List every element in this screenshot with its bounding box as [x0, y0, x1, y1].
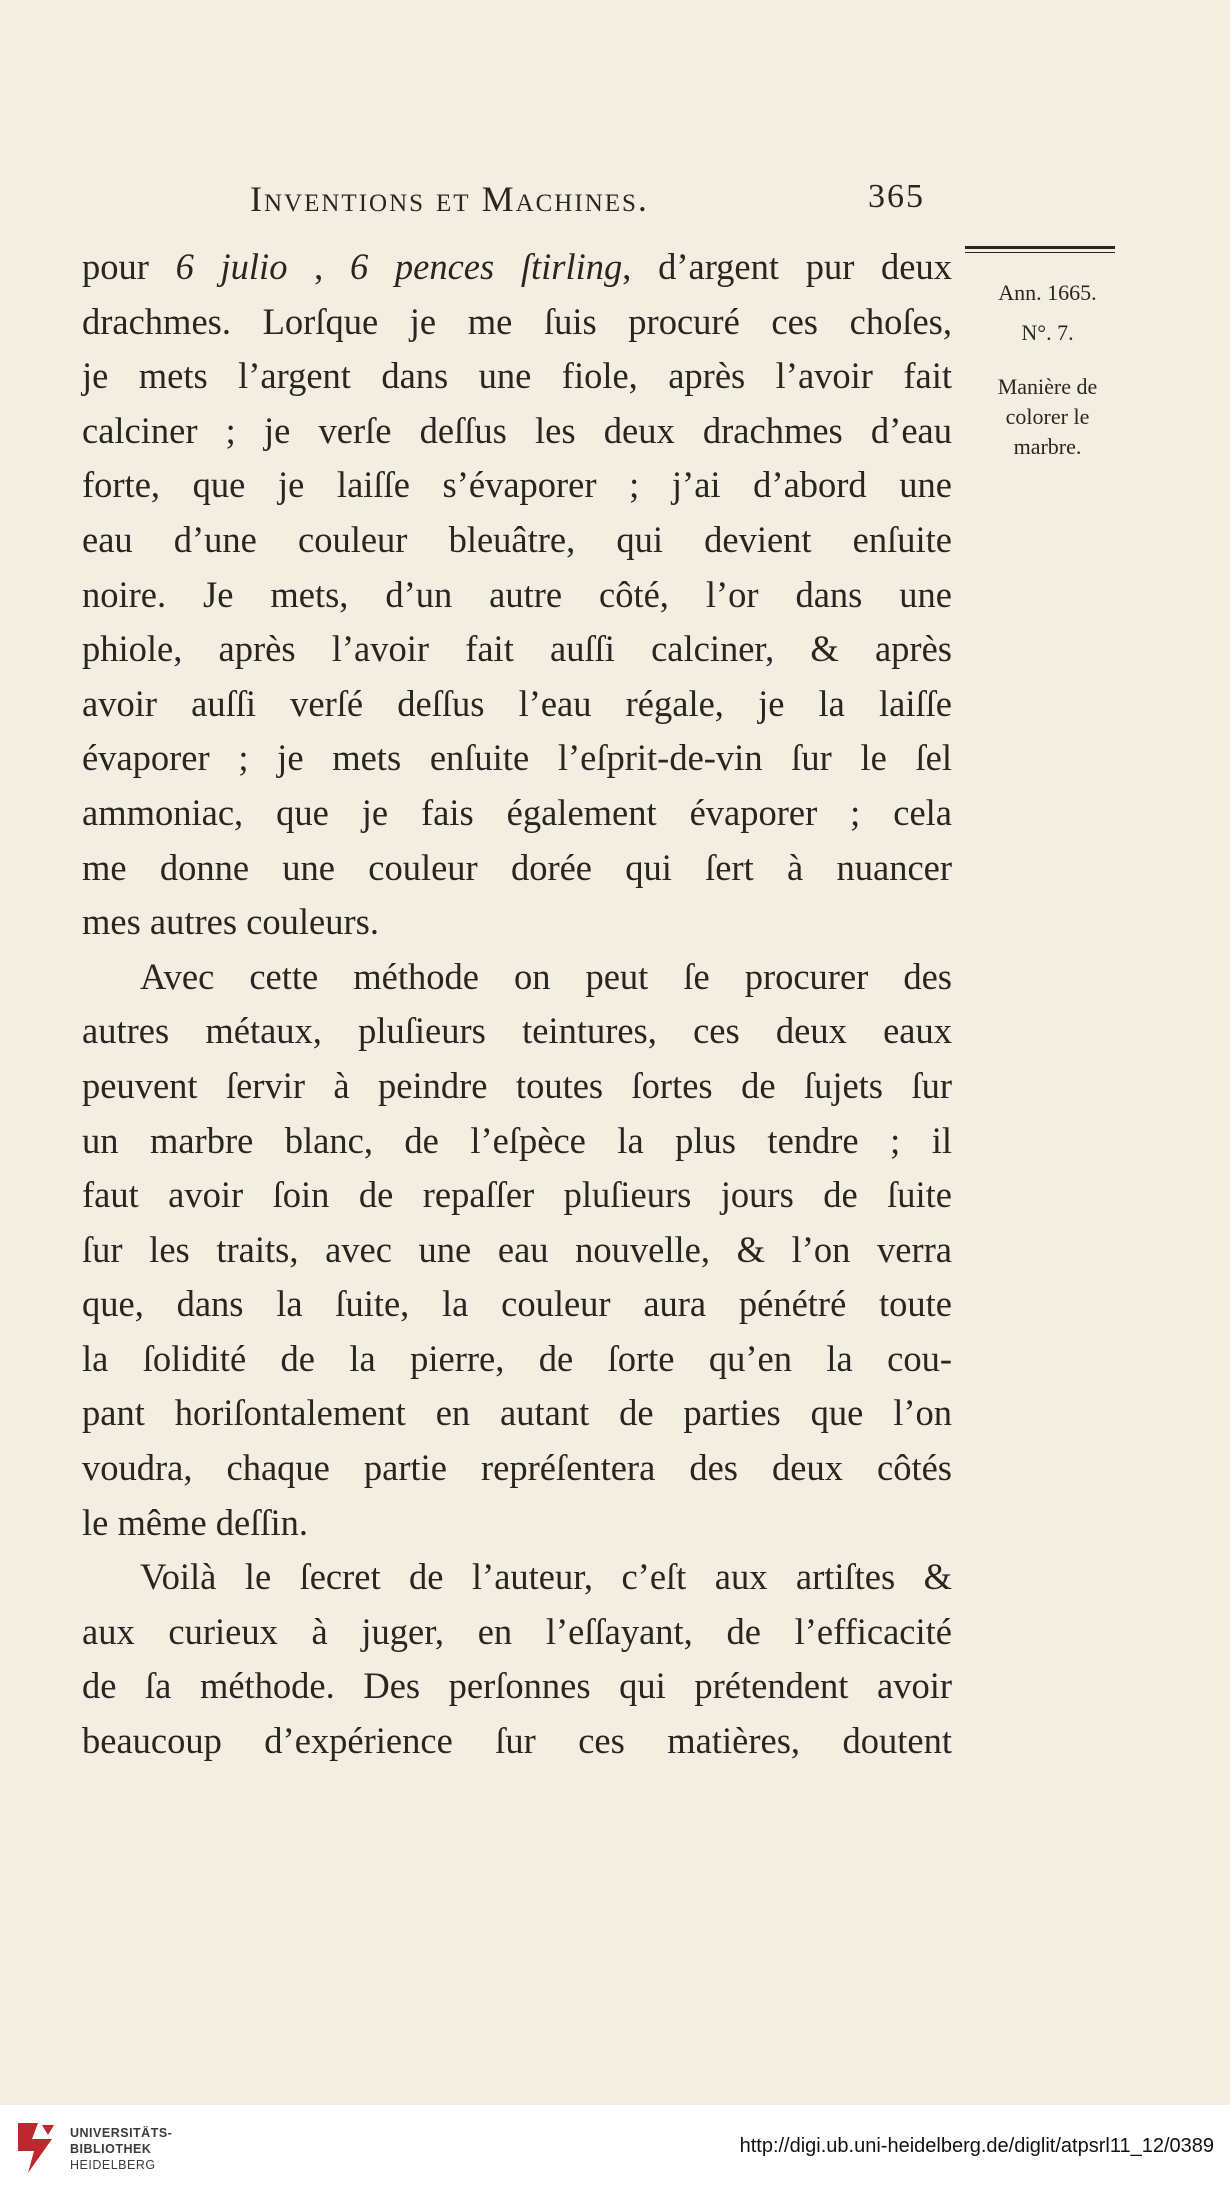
- text-line: ammoniac, que je fais également évaporer ; cela: [82, 791, 952, 833]
- viewer-footer: [0, 2105, 1230, 2191]
- permalink-url[interactable]: http://digi.ub.uni-heidelberg.de/diglit/atpsrl11_12/0389: [739, 2135, 1214, 2157]
- text-line: aux curieux à juger, en l’eſſayant, de l’efficacité: [82, 1610, 952, 1652]
- text-line: beaucoup d’expérience ſur ces matières, doutent: [82, 1720, 952, 1762]
- text-line: eau d’une couleur bleuâtre, qui devient enſuite: [82, 518, 952, 560]
- text-line: la ſolidité de la pierre, de ſorte qu’en la cou-: [82, 1337, 952, 1379]
- text-line: de ſa méthode. Des perſonnes qui prétendent avoir: [82, 1665, 952, 1707]
- text-line: pant horiſontalement en autant de parties que l’on: [82, 1392, 952, 1434]
- running-head-title: Inventions et Machines.: [250, 179, 649, 219]
- text-line: ſur les traits, avec une eau nouvelle, & l’on verra: [82, 1228, 952, 1270]
- text-line: mes autres couleurs.: [82, 901, 379, 943]
- margin-rule: [965, 246, 1115, 249]
- text-line: noire. Je mets, d’un autre côté, l’or dans une: [82, 573, 952, 615]
- margin-year: Ann. 1665.: [998, 280, 1097, 305]
- text-line: un marbre blanc, de l’eſpèce la plus tendre ; il: [82, 1119, 952, 1161]
- text-line: faut avoir ſoin de repaſſer pluſieurs jours de ſuite: [82, 1174, 952, 1216]
- text-line: autres métaux, pluſieurs teintures, ces deux eaux: [82, 1010, 952, 1052]
- text-line: phiole, après l’avoir fait auſſi calciner, & après: [82, 628, 952, 670]
- page-number: 365: [868, 178, 925, 215]
- text-line: Voilà le ſecret de l’auteur, c’eſt aux artiſtes &: [140, 1556, 952, 1598]
- margin-rule-thin: [965, 252, 1115, 253]
- text-line: forte, que je laiſſe s’évaporer ; j’ai d’abord une: [82, 464, 952, 506]
- library-name: UNIVERSITÄTS- BIBLIOTHEK HEIDELBERG: [70, 2126, 173, 2172]
- margin-topic-2: colorer le: [1005, 404, 1090, 429]
- text-line: pour 6 julio , 6 pences ſtirling, d’argent pur deux: [82, 246, 952, 287]
- library-logo-icon: [12, 2117, 60, 2179]
- text-line: voudra, chaque partie repréſentera des deux côtés: [82, 1447, 952, 1489]
- text-line: je mets l’argent dans une fiole, après l’avoir fait: [82, 355, 952, 397]
- text-line: peuvent ſervir à peindre toutes ſortes de ſujets ſur: [82, 1064, 952, 1106]
- text-line: calciner ; je verſe deſſus les deux drachmes d’eau: [82, 409, 952, 451]
- text-line: avoir auſſi verſé deſſus l’eau régale, je la laiſſe: [82, 682, 952, 724]
- margin-topic-3: marbre.: [1013, 434, 1082, 459]
- text-line: me donne une couleur dorée qui ſert à nuancer: [82, 846, 952, 888]
- margin-number: N°. 7.: [1021, 320, 1074, 345]
- text-line: que, dans la ſuite, la couleur aura pénétré toute: [82, 1283, 952, 1325]
- margin-topic-1: Manière de: [997, 374, 1098, 399]
- text-line: drachmes. Lorſque je me ſuis procuré ces choſes,: [82, 300, 952, 342]
- text-line: le même deſſin.: [82, 1501, 309, 1543]
- text-line: évaporer ; je mets enſuite l’eſprit-de-vin ſur le ſel: [82, 737, 952, 779]
- body-text: [82, 240, 952, 1769]
- text-line: Avec cette méthode on peut ſe procurer des: [140, 955, 952, 997]
